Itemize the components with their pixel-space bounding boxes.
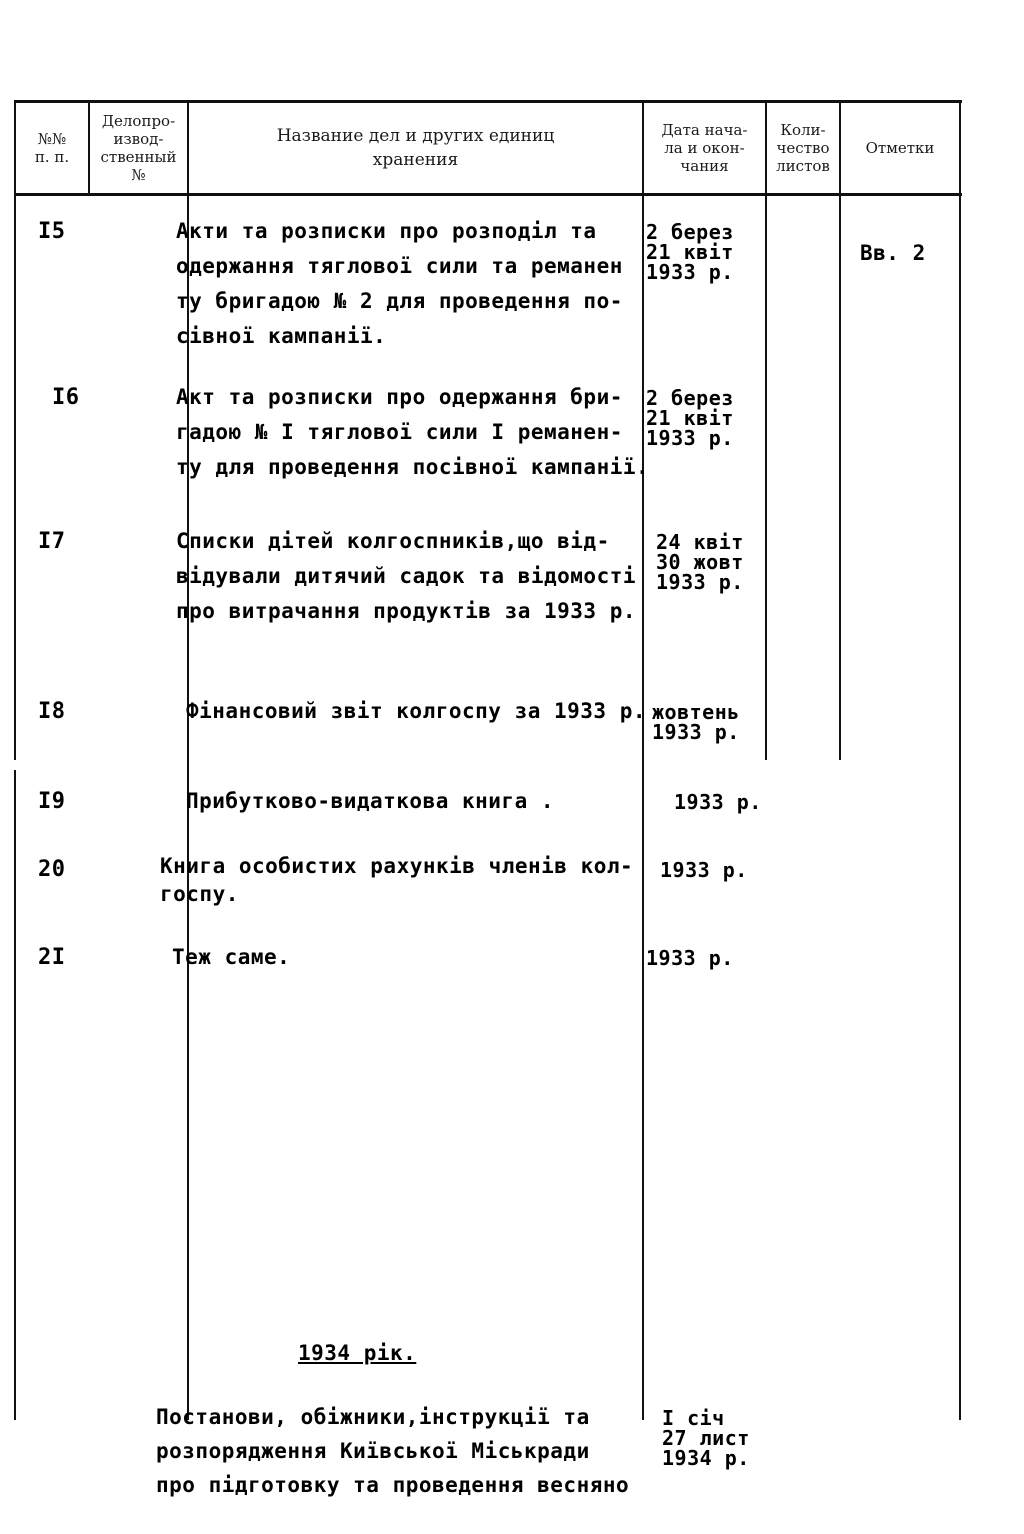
row-dates: 24 квіт 30 жовт 1933 р. [656,530,744,594]
row-title: Акт та розписки про одержання бри- гадою № I тяглової сили I реманен- ту для проведення посівної кампанії. [176,385,650,479]
column-rule-right [959,100,961,1420]
header-office-number: Делопро- извод- ственный № [100,112,177,184]
row-dates: 2 берез 21 квіт 1933 р. [646,386,734,450]
row-dates: 1933 р. [674,790,762,814]
row-dates: 2 берез 21 квіт 1933 р. [646,220,734,284]
row-dates: 1933 р. [646,946,734,970]
row-title: Фінансовий звіт колгоспу за 1933 р. [186,699,647,723]
row-notes: Вв. 2 [860,241,926,265]
row-title: Постанови, обіжники,інструкції та розпорядження Київської Міськради про підготовку та проведення весняно [156,1405,630,1497]
header-title: Название дел и других единиц хранения [276,126,555,170]
row-title: Прибутково-видаткова книга . [186,789,555,813]
row-number: 20 [38,857,66,882]
row-dates: жовтень 1933 р. [652,700,740,744]
row-title: Акти та розписки про розподіл та одержання тяглової сили та реманен ту бригадою № 2 для проведення по- сівної кампанії. [176,219,623,348]
row-dates: I січ 27 лист 1934 р. [662,1406,750,1470]
row-number: I9 [38,789,66,814]
column-rule-title [642,100,644,1420]
row-dates: 1933 р. [660,858,748,882]
column-rule-sheets [839,100,841,760]
header-dates: Дата нача- ла и окон- чания [661,121,748,175]
header-sheets: Коли- чество листов [776,121,830,175]
row-title: Книга особистих рахунків членів кол- госпу. [160,854,634,906]
column-rule-left-lower [14,770,16,1420]
header-number: №№ п. п. [34,130,70,166]
row-number: I5 [38,219,66,244]
row-title: Теж саме. [172,945,291,969]
row-title: Списки дітей колгоспників,що від- відували дитячий садок та відомості про витрачання продуктів за 1933 р. [176,529,637,623]
column-rule-dates [765,100,767,760]
column-rule-left [14,100,16,760]
row-number: 2I [38,945,66,970]
row-number: I6 [52,385,80,410]
year-heading: 1934 рік. [298,1341,417,1365]
header-notes: Отметки [865,139,935,157]
row-number: I8 [38,699,66,724]
row-number: I7 [38,529,66,554]
